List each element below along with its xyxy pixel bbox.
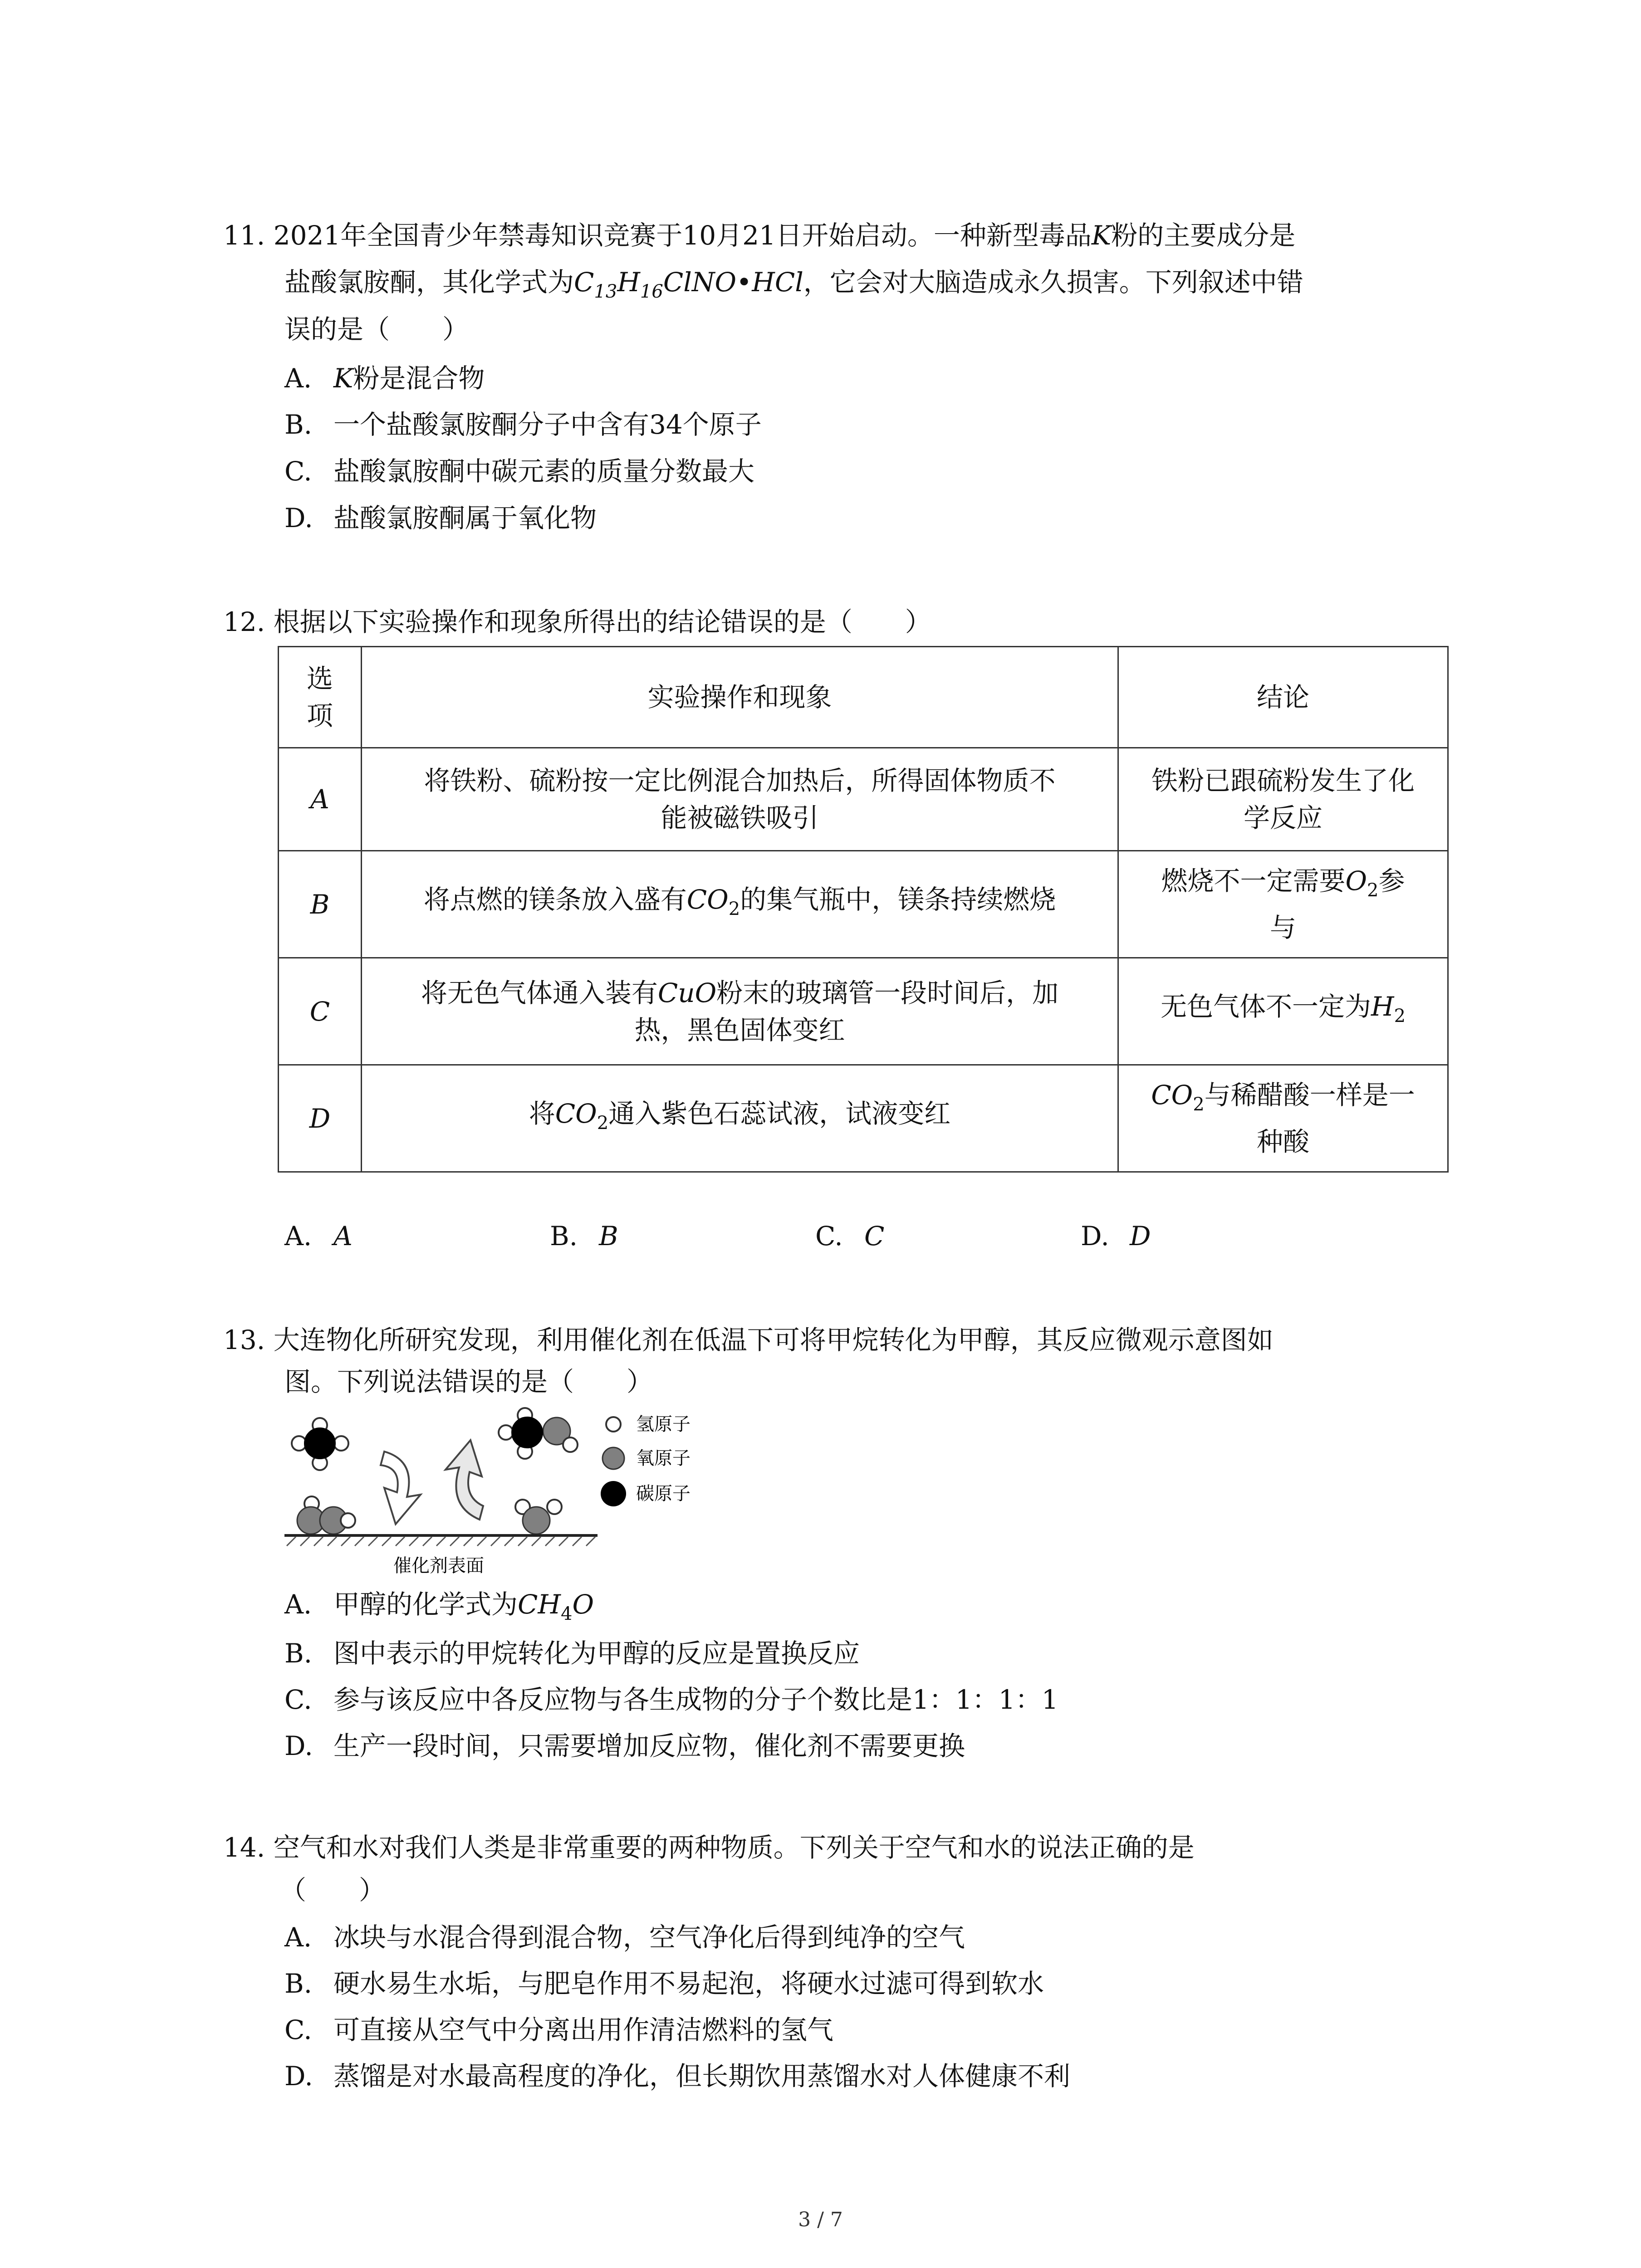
q12-stem-text: 根据以下实验操作和现象所得出的结论错误的是（ ） xyxy=(273,606,931,637)
q13-option-b[interactable]: B. 图中表示的甲烷转化为甲醇的反应是置换反应 xyxy=(284,1638,860,1669)
q11-formula: $C_{13}H_{16}ClNO•HCl$ xyxy=(574,267,803,302)
reaction-diagram-svg xyxy=(280,1402,720,1579)
arrow-down-icon xyxy=(381,1452,421,1524)
header-operation: 实验操作和现象 xyxy=(362,647,1118,748)
arrow-up-icon xyxy=(446,1440,483,1520)
q13-line2: 图。下列说法错误的是（ ） xyxy=(284,1366,653,1397)
q11-k: K xyxy=(1091,220,1112,251)
row-conclusion: 铁粉已跟硫粉发生了化 学反应 xyxy=(1118,748,1448,851)
legend-hydrogen-label: 氢原子 xyxy=(636,1414,691,1435)
catalyst-surface-label: 催化剂表面 xyxy=(393,1555,484,1576)
page-number: 3 / 7 xyxy=(798,2208,843,2231)
q13-text-1: 大连物化所研究发现，利用催化剂在低温下可将甲烷转化为甲醇，其反应微观示意图如 xyxy=(273,1325,1274,1355)
q14-option-b[interactable]: B. 硬水易生水垢，与肥皂作用不易起泡，将硬水过滤可得到软水 xyxy=(284,1968,1044,1999)
q11-text-1b: 粉的主要成分是 xyxy=(1111,220,1296,251)
row-option: B xyxy=(279,851,362,958)
adsorbed-o-right xyxy=(515,1500,562,1534)
catalyst-hatching xyxy=(287,1537,595,1546)
table-row xyxy=(279,1065,1448,1172)
reaction-diagram xyxy=(280,1402,720,1579)
legend-oxygen-label: 氧原子 xyxy=(636,1448,691,1469)
q11-text-1a: 2021年全国青少年禁毒知识竞赛于10月21日开始启动。一种新型毒品 xyxy=(273,220,1092,251)
table-header-row xyxy=(279,647,1448,748)
oxygen-legend-icon xyxy=(603,1447,624,1469)
q11-line3: 误的是（ ） xyxy=(284,314,469,345)
legend-carbon-label: 碳原子 xyxy=(636,1483,691,1504)
q13-line1 xyxy=(223,1318,1274,1362)
row-conclusion: $CO_2$与稀醋酸一样是一 种酸 xyxy=(1118,1065,1448,1172)
carbon-legend-icon xyxy=(601,1481,626,1506)
row-operation: 将$CO_2$通入紫色石蕊试液，试液变红 xyxy=(362,1065,1118,1172)
methanol-molecule xyxy=(499,1408,578,1459)
header-conclusion: 结论 xyxy=(1118,647,1448,748)
q11-option-d[interactable]: D. 盐酸氯胺酮属于氧化物 xyxy=(284,503,597,533)
row-option: D xyxy=(279,1065,362,1172)
row-operation: 将无色气体通入装有CuO粉末的玻璃管一段时间后，加 热，黑色固体变红 xyxy=(362,958,1118,1065)
q11-line1 xyxy=(223,213,1295,258)
q13-option-c[interactable]: C. 参与该反应中各反应物与各生成物的分子个数比是1：1：1：1 xyxy=(284,1684,1058,1715)
q13-option-d[interactable]: D. 生产一段时间，只需要增加反应物，催化剂不需要更换 xyxy=(284,1730,965,1761)
row-option: C xyxy=(279,958,362,1065)
q12-option-d[interactable]: D. D xyxy=(1081,1221,1151,1251)
row-operation: 将点燃的镁条放入盛有$CO_2$的集气瓶中，镁条持续燃烧 xyxy=(362,851,1118,958)
row-conclusion: 无色气体不一定为$H_2$ xyxy=(1118,958,1448,1065)
row-operation: 将铁粉、硫粉按一定比例混合加热后，所得固体物质不 能被磁铁吸引 xyxy=(362,748,1118,851)
q13-option-a[interactable]: A. 甲醇的化学式为$CH_4O$ xyxy=(284,1589,594,1624)
q14-option-c[interactable]: C. 可直接从空气中分离出用作清洁燃料的氢气 xyxy=(284,2014,834,2045)
adsorbed-o2-left xyxy=(297,1496,355,1534)
q12-number: 12. xyxy=(223,606,265,637)
q11-text-2a: 盐酸氯胺酮，其化学式为 xyxy=(284,267,574,298)
q12-option-a[interactable]: A. A xyxy=(284,1221,353,1251)
q11-option-c[interactable]: C. 盐酸氯胺酮中碳元素的质量分数最大 xyxy=(284,456,755,487)
q12-option-b[interactable]: B. B xyxy=(550,1221,618,1251)
q13-number: 13. xyxy=(223,1325,265,1355)
q14-number: 14. xyxy=(223,1832,265,1863)
q14-line2: （ ） xyxy=(280,1875,386,1906)
table-row xyxy=(279,748,1448,851)
q14-text-1: 空气和水对我们人类是非常重要的两种物质。下列关于空气和水的说法正确的是 xyxy=(273,1832,1195,1863)
methane-molecule xyxy=(292,1418,348,1470)
q14-option-a[interactable]: A. 冰块与水混合得到混合物，空气净化后得到纯净的空气 xyxy=(284,1922,965,1953)
q14-line1 xyxy=(223,1825,1195,1870)
q11-line2 xyxy=(284,260,1303,314)
q11-option-a[interactable]: A. K粉是混合物 xyxy=(284,363,485,394)
row-option: A xyxy=(279,748,362,851)
table-row xyxy=(279,851,1448,958)
table-row xyxy=(279,958,1448,1065)
q12-experiment-table xyxy=(278,646,1449,1173)
q12-option-c[interactable]: C. C xyxy=(815,1221,885,1251)
header-option: 选 项 xyxy=(279,647,362,748)
q11-number: 11. xyxy=(223,220,265,251)
q11-text-2b: ，它会对大脑造成永久损害。下列叙述中错 xyxy=(803,267,1303,298)
q11-option-b[interactable]: B. 一个盐酸氯胺酮分子中含有34个原子 xyxy=(284,409,762,440)
q12-stem xyxy=(223,600,931,644)
q14-option-d[interactable]: D. 蒸馏是对水最高程度的净化，但长期饮用蒸馏水对人体健康不利 xyxy=(284,2061,1071,2092)
hydrogen-legend-icon xyxy=(606,1417,621,1432)
row-conclusion: 燃烧不一定需要$O_2$参 与 xyxy=(1118,851,1448,958)
